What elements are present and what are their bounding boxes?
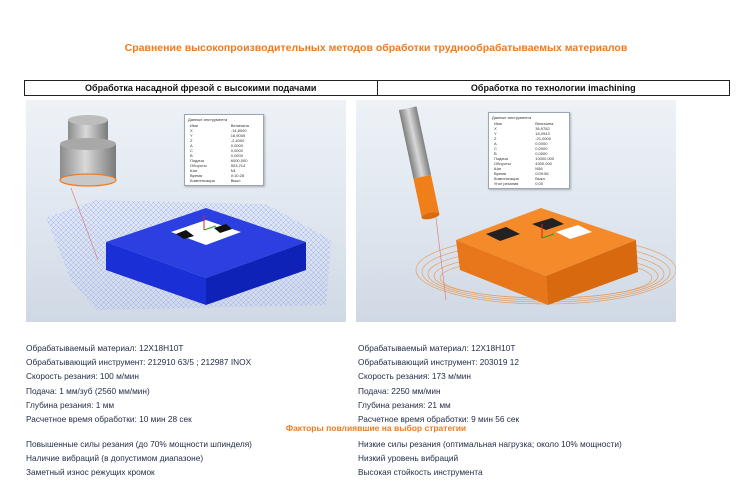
panel-cell-value: -14,8000 <box>230 128 247 133</box>
panel-cell-value: Выкл <box>230 178 241 183</box>
spec-tool: Обрабатывающий инструмент: 212910 63/5 ; 212987 INOX <box>26 357 252 368</box>
panel-cell-value: 0,0000 <box>535 151 548 156</box>
specs-right <box>358 341 519 426</box>
panel-cell-name: Обороты <box>494 161 511 166</box>
panel-cell-name: C <box>190 148 193 153</box>
panel-cell-name: Z <box>494 136 497 141</box>
panel-cell-value: -2,4000 <box>230 138 245 143</box>
panel-title: Данные инструмента <box>188 117 228 122</box>
panel-cell-value: 503,214 <box>230 163 246 168</box>
factor-item: Высокая стойкость инструмента <box>358 467 483 478</box>
factor-item: Наличие вибраций (в допустимом диапазоне) <box>26 453 204 464</box>
spec-time: Расчетное время обработки: 10 мин 28 сек <box>26 414 192 425</box>
panel-cell-value: 0,0000 <box>230 153 243 158</box>
spec-feed: Подача: 1 мм/зуб (2560 мм/мин) <box>26 385 150 396</box>
panel-cell-value: Выкл <box>535 176 545 181</box>
factors-title: Факторы повлиявшие на выбор стратегии <box>285 423 467 433</box>
panel-cell-name: Y <box>190 133 193 138</box>
spec-tool: Обрабатывающий инструмент: 203019 12 <box>358 357 520 368</box>
panel-cell-value: N58 <box>535 166 543 171</box>
spec-time: Расчетное время обработки: 9 мин 56 сек <box>358 414 520 425</box>
panel-cell-name: Шаг <box>494 166 502 171</box>
factor-item: Низкий уровень вибраций <box>358 453 459 464</box>
panel-cell-name: Имя <box>190 123 198 128</box>
spec-cutting-speed: Скорость резания: 173 м/мин <box>358 371 471 382</box>
panel-title: Данные инструмента <box>492 115 532 120</box>
panel-cell-name: X <box>494 126 497 131</box>
factors-left <box>26 437 252 480</box>
panel-cell-value: 0,00 <box>535 181 544 186</box>
panel-cell-name: A <box>190 143 193 148</box>
panel-cell-value: Величина <box>230 123 249 128</box>
panel-cell-name: Подача <box>494 156 508 161</box>
panel-cell-value: 36,9782 <box>535 126 550 131</box>
panel-cell-value: 0:10:28 <box>230 173 245 178</box>
panel-cell-name: B <box>190 153 193 158</box>
panel-cell-value: 0,0000 <box>535 146 548 151</box>
header-left: Обработка насадной фрезой с высокими подачами <box>85 83 317 93</box>
panel-cell-name: Имя <box>494 121 502 126</box>
simulation-image-right <box>356 100 676 322</box>
panel-cell-name: C <box>494 146 497 151</box>
panel-row <box>188 178 260 183</box>
panel-cell-value: 16,0943 <box>535 131 550 136</box>
panel-cell-value: 0:09:56 <box>535 171 549 176</box>
panel-cell-name: B <box>494 151 497 156</box>
panel-cell-name: Угол резания <box>494 181 519 186</box>
spec-depth: Глубина резания: 21 мм <box>358 399 451 410</box>
panel-cell-value: 0,0000 <box>230 143 243 148</box>
factor-item: Повышенные силы резания (до 70% мощности шпинделя) <box>26 439 252 449</box>
panel-cell-name: Время <box>190 173 203 178</box>
panel-cell-name: Y <box>494 131 497 136</box>
spec-depth: Глубина резания: 1 мм <box>26 399 115 410</box>
panel-cell-name: Время <box>494 171 507 176</box>
panel-cell-value: 6000,000 <box>230 158 248 163</box>
panel-cell-name: Подача <box>190 158 204 163</box>
panel-cell-value: 0,0000 <box>535 141 548 146</box>
simulation-image-left <box>26 100 346 322</box>
panel-cell-value: N1 <box>230 168 236 173</box>
panel-cell-name: Z <box>190 138 193 143</box>
tool-data-panel-left <box>184 114 264 186</box>
page-title: Сравнение высокопроизводительных методов обработки труднообрабатываемых материалов <box>124 42 628 54</box>
spec-material: Обрабатываемый материал: 12Х18Н10Т <box>26 343 184 353</box>
panel-cell-value: Величина <box>535 121 554 126</box>
panel-cell-name: A <box>494 141 497 146</box>
spec-cutting-speed: Скорость резания: 100 м/мин <box>26 371 139 382</box>
panel-cell-name: Обороты <box>190 163 207 168</box>
panel-cell-value: 4300,000 <box>535 161 552 166</box>
panel-cell-name: X <box>190 128 193 133</box>
specs-left <box>26 341 251 426</box>
factors-right <box>358 437 622 480</box>
spec-feed: Подача: 2250 мм/мин <box>358 385 441 396</box>
header-right: Обработка по технологии imachining <box>377 81 730 95</box>
panel-cell-value: 0,0000 <box>230 148 243 153</box>
panel-cell-name: Шаг <box>190 168 198 173</box>
spec-material: Обрабатываемый материал: 12Х18Н10Т <box>358 343 516 353</box>
comparison-header <box>24 80 730 96</box>
panel-cell-value: 16,9005 <box>230 133 246 138</box>
panel-cell-name: Компенсация <box>190 178 215 183</box>
panel-cell-value: -21,0000 <box>535 136 552 141</box>
factor-item: Низкие силы резания (оптимальная нагрузка; около 10% мощности) <box>358 439 622 449</box>
tool-data-panel-right <box>488 112 570 189</box>
panel-cell-name: Компенсация <box>494 176 519 181</box>
panel-cell-value: 10000,000 <box>535 156 555 161</box>
panel-row <box>492 181 566 186</box>
factor-item: Заметный износ режущих кромок <box>26 467 155 478</box>
